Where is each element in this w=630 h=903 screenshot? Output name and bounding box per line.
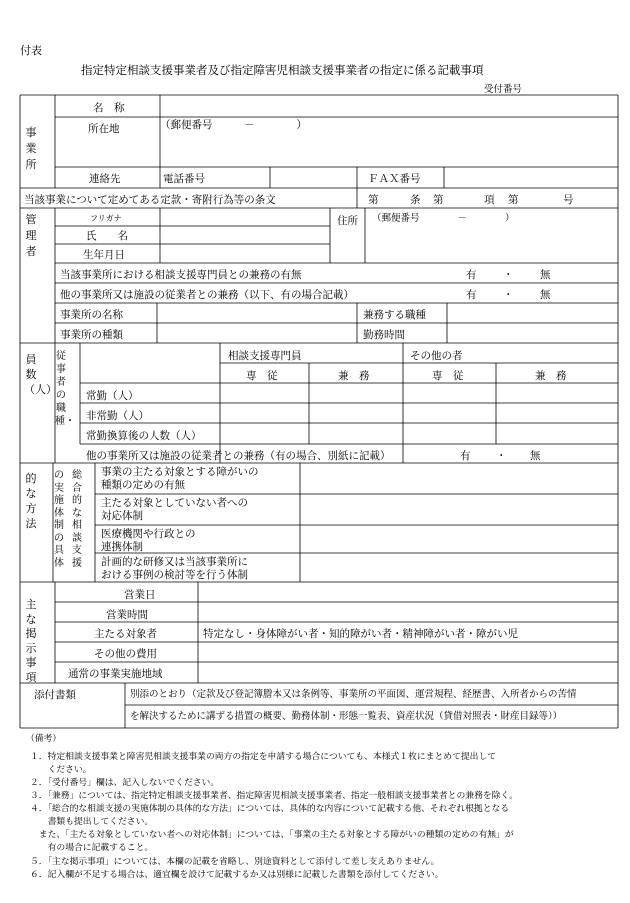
ken1-header: 兼 務: [338, 370, 370, 382]
staff-dot: ・: [496, 450, 507, 462]
sodan-header: 相談支援専門員: [228, 350, 302, 362]
article-dai: 第: [368, 194, 379, 206]
position-label: 兼務する職種: [363, 309, 426, 321]
system-row-3a: 医療機関や行政との: [101, 528, 196, 540]
taisho-label: 主たる対象者: [94, 628, 157, 640]
note-line: １．特定相談支援事業と障害児相談支援事業の両方の指定を申請する場合についても、本様式１枚にまとめて提出して: [30, 752, 497, 762]
name-label: 名 称: [93, 102, 125, 114]
sen2-header: 専 従: [432, 370, 464, 382]
contact-label: 連絡先: [89, 173, 121, 185]
q1-nashi[interactable]: 無: [540, 269, 551, 281]
article-ko: 項: [484, 194, 495, 206]
staff-section-label: 員数（人）: [24, 353, 57, 396]
staff-row-kansan: 常勤換算後の人数（人）: [86, 430, 202, 442]
office-name-label: 事業所の名称: [60, 309, 123, 321]
ken2-header: 兼 務: [535, 370, 567, 382]
system-row-1a: 事業の主たる対象とする障がいの: [101, 466, 259, 478]
kanrisha-postal: （郵便番号 － ）: [372, 213, 515, 224]
attach-line-1: 別添のとおり（定款及び登記簿謄本又は条例等、事業所の平面図、運営規程、経歴書、入所者からの苦情: [130, 689, 577, 700]
page-title: 指定特定相談支援事業者及び指定障害児相談支援事業者の指定に係る記載事項: [81, 63, 484, 77]
system-row-1b: 種類の定めの有無: [101, 479, 185, 491]
system-section-label: 的な方法: [25, 472, 37, 530]
hours-label: 勤務時間: [363, 329, 405, 341]
address-label: 所在地: [88, 123, 120, 135]
note-line: ６．記入欄が不足する場合は、適宜欄を設けて記載するか又は別様に記載した書類を添付してください。: [30, 870, 444, 880]
kanrisha-name-label: 氏 名: [86, 230, 128, 242]
q1-ari[interactable]: 有: [466, 269, 477, 281]
note-line: ください。: [30, 765, 92, 775]
staff-sub-label: 従事者の職種・: [55, 351, 75, 427]
article-go: 号: [563, 194, 574, 206]
attach-label: 添付書類: [34, 689, 76, 701]
q2-ari[interactable]: 有: [466, 289, 477, 301]
furigana-label: フリガナ: [90, 214, 122, 223]
note-line: ４．「総合的な相談支援の実施体制の具体的な方法」については、具体的な内容について記載する他、それぞれ根拠となる: [30, 804, 510, 814]
system-row-3b: 連携体制: [101, 541, 143, 553]
notes-title: （備考）: [26, 734, 62, 744]
chiiki-label: 通常の事業実施地域: [68, 668, 163, 680]
eigyojikan-label: 営業時間: [106, 609, 148, 621]
other-header: その他の者: [410, 350, 463, 362]
article-jo: 条: [410, 194, 421, 206]
staff-ari[interactable]: 有: [460, 450, 471, 462]
note-line: 書類も提出してください。: [30, 817, 154, 827]
note-line: また、「主たる対象としていない者への対応体制」については、「事業の主たる対象とする障がいの種類の定めの有無」が: [30, 830, 514, 840]
office-type-label: 事業所の種類: [60, 329, 123, 341]
tel-label: 電話番号: [163, 173, 205, 185]
q1-dot: ・: [503, 269, 514, 281]
hiyo-label: その他の費用: [94, 648, 157, 660]
system-row-2b: 対応体制: [101, 510, 143, 522]
taisho-value: 特定なし・身体障がい者・知的障がい者・精神障がい者・障がい児: [203, 628, 518, 640]
system-row-4a: 計画的な研修又は当該事業所に: [101, 556, 248, 568]
sen1-header: 専 従: [246, 370, 278, 382]
uketsuke-label: 受付番号: [484, 84, 523, 95]
article-dai3: 第: [508, 194, 519, 206]
article-dai2: 第: [433, 194, 444, 206]
kanrisha-section-label: 管理者: [25, 213, 37, 258]
fax-label: ＦＡＸ番号: [368, 173, 421, 185]
address-postal: （郵便番号 － ）: [160, 119, 307, 131]
q2-nashi[interactable]: 無: [540, 289, 551, 301]
jigyosho-section-label: 事業所: [25, 126, 37, 171]
note-line: ２．「受付番号」欄は、記入しないでください。: [30, 778, 220, 788]
q2-dot: ・: [503, 289, 514, 301]
kanrisha-address-label: 住所: [337, 215, 358, 227]
kenmu-q2: 他の事業所又は施設の従業者との兼務（以下、有の場合記載）: [60, 289, 354, 301]
attach-line-2: を解決するために講ずる措置の概要、勤務体制・形態一覧表、資産状況（貸借対照表・財産目録等））: [130, 711, 563, 722]
eigyobi-label: 営業日: [124, 589, 156, 601]
fuhyo-label: 付表: [20, 44, 42, 57]
system-row-2a: 主たる対象としていない者への: [101, 497, 248, 509]
birth-label: 生年月日: [83, 249, 125, 261]
keiji-section-label: 主な掲示事項: [25, 598, 37, 684]
staff-row-hijokin: 非常勤（人）: [86, 410, 149, 422]
note-line: 有の場合に記載すること。: [30, 843, 154, 853]
staff-nashi[interactable]: 無: [530, 450, 541, 462]
system-sub-label: の実施体制の具体: [54, 470, 64, 569]
note-line: ５．「主な掲示事項」については、本欄の記載を省略し、別途資料として添付して差し支えありません。: [30, 857, 440, 867]
system-sub-label2: 総合的な相談支援: [72, 470, 82, 569]
address-field[interactable]: [170, 135, 616, 165]
name-field[interactable]: [170, 100, 616, 115]
note-line: ３．「兼務」については、指定特定相談支援事業者、指定障害児相談支援事業者、指定一般相談支援事業者との兼務を除く。: [30, 791, 518, 801]
kenmu-q1: 当該事業所における相談支援専門員との兼務の有無: [60, 269, 302, 281]
system-row-4b: おける事例の検討等を行う体制: [101, 569, 248, 581]
articles-label: 当該事業について定めてある定款・寄附行為等の条文: [24, 194, 276, 206]
staff-kenmu-q: 他の事業所又は施設の従業者との兼務（有の場合、別紙に記載）: [86, 450, 391, 462]
staff-row-jokin: 常勤（人）: [86, 390, 139, 402]
